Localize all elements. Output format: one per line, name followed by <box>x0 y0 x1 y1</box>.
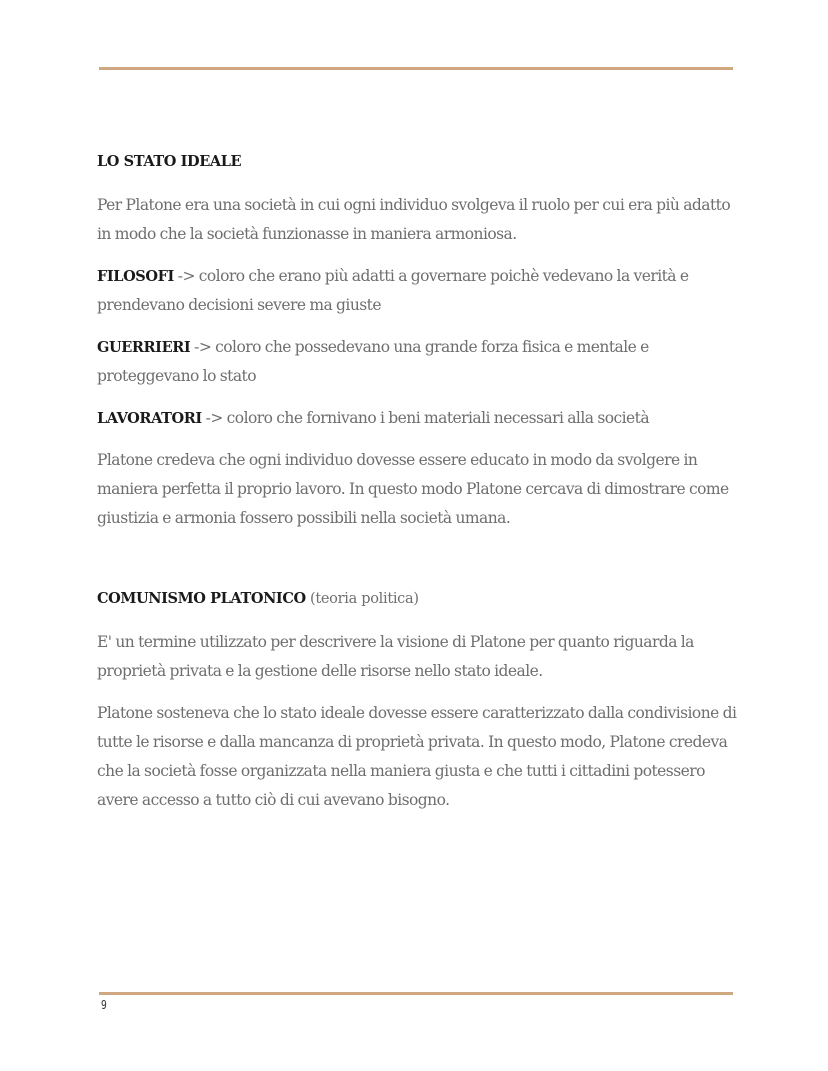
conclusion-paragraph: Platone credeva che ogni individuo dovesse essere educato in modo da svolgere in maniera perfetta il proprio lavoro. In questo modo Platone cercava di dimostrare come giustizia e armonia fossero possibili nella società umana. <box>97 451 729 527</box>
class-term: GUERRIERI <box>97 339 191 356</box>
class-term: LAVORATORI <box>97 410 202 427</box>
definition-paragraph: E' un termine utilizzato per descrivere la visione di Platone per quanto riguarda la proprietà privata e la gestione delle risorse nello stato ideale. <box>97 633 694 680</box>
section-comunismo-platonico <box>97 588 737 815</box>
top-rule-divider <box>99 67 733 70</box>
section-stato-ideale <box>97 151 737 533</box>
page-content <box>97 151 737 828</box>
heading-main: COMUNISMO PLATONICO <box>97 590 306 607</box>
section-spacer <box>97 546 737 588</box>
class-term: FILOSOFI <box>97 268 174 285</box>
class-description: -> coloro che erano più adatti a governare poichè vedevano la verità e prendevano decisioni severe ma giuste <box>97 267 689 314</box>
bottom-rule-divider <box>99 992 733 995</box>
class-item-lavoratori <box>97 404 737 433</box>
class-item-filosofi <box>97 262 737 320</box>
section-heading-stato-ideale: LO STATO IDEALE <box>97 153 242 170</box>
class-item-guerrieri <box>97 333 737 391</box>
heading-subtitle: (teoria politica) <box>305 591 419 607</box>
section-heading-comunismo-platonico <box>97 588 737 610</box>
intro-paragraph: Per Platone era una società in cui ogni individuo svolgeva il ruolo per cui era più adatto in modo che la società funzionasse in maniera armoniosa. <box>97 196 731 243</box>
page-number: 9 <box>101 998 107 1012</box>
explanation-paragraph: Platone sosteneva che lo stato ideale dovesse essere caratterizzato dalla condivisione di tutte le risorse e dalla mancanza di proprietà privata. In questo modo, Platone credeva che la società fosse organizzata nella maniera giusta e che tutti i cittadini potessero avere accesso a tutto ciò di cui avevano bisogno. <box>97 704 737 809</box>
class-description: -> coloro che possedevano una grande forza fisica e mentale e proteggevano lo stato <box>97 338 649 385</box>
class-description: -> coloro che fornivano i beni materiali necessari alla società <box>201 409 650 427</box>
